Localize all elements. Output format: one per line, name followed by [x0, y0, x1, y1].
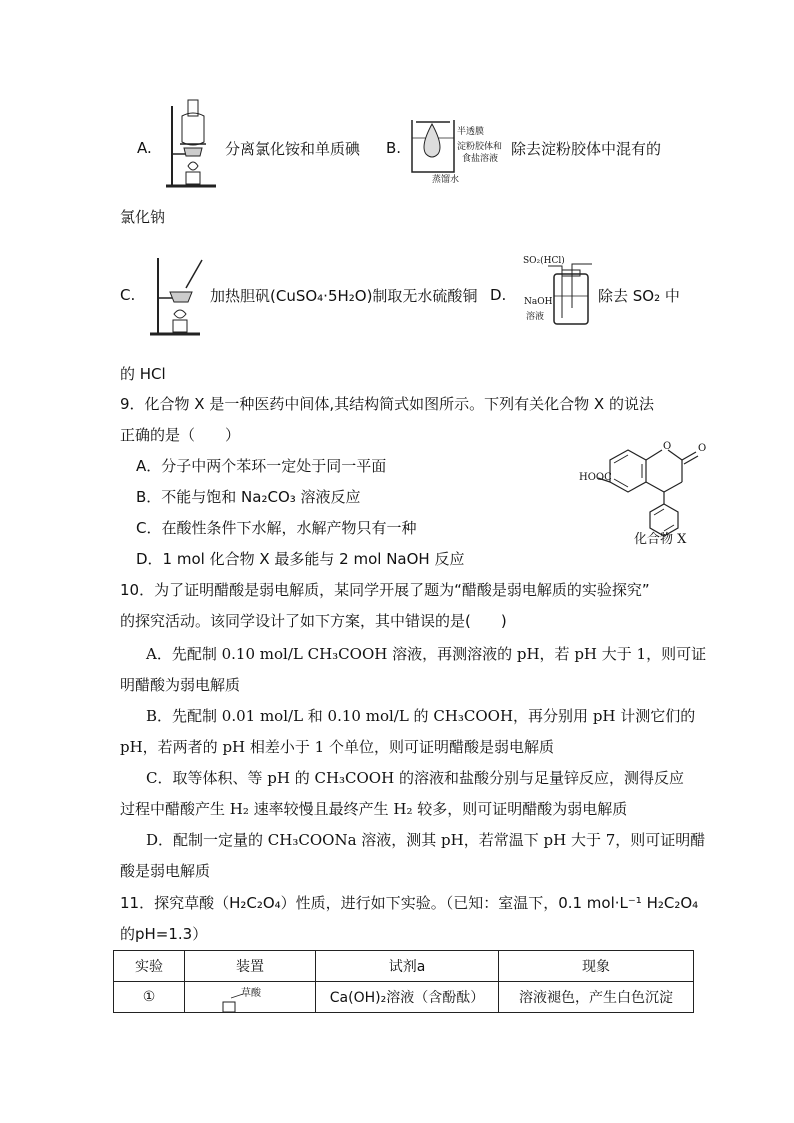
option-d-text-cont: 的 HCl	[120, 365, 166, 383]
label-membrane: 半透膜	[457, 127, 485, 137]
q10-option-d-line-1: D．配制一定量的 CH₃COONa 溶液，测其 pH，若常温下 pH 大于 7，则可证明醋	[146, 831, 706, 849]
dropper-apparatus-icon	[221, 988, 245, 1012]
option-b-text-cont: 氯化钠	[120, 208, 166, 226]
label-naoh: NaOH	[524, 297, 553, 307]
q10-option-a-line-2: 明醋酸为弱电解质	[120, 676, 241, 694]
label-distilled-water: 蒸馏水	[432, 175, 460, 185]
dialysis-beaker-icon	[410, 116, 460, 178]
cell-apparatus	[185, 982, 316, 1013]
q9-option-c: C．在酸性条件下水解，水解产物只有一种	[136, 519, 417, 537]
option-b-text: 除去淀粉胶体中混有的	[511, 140, 662, 158]
experiment-table	[113, 950, 694, 1013]
q10-option-c-line-1: C．取等体积、等 pH 的 CH₃COOH 的溶液和盐酸分别与足量锌反应，测得反应	[146, 769, 684, 787]
heating-crucible-apparatus-icon	[146, 254, 204, 342]
label-colloid-mix-2: 食盐溶液	[462, 154, 499, 164]
q9-option-a: A．分子中两个苯环一定处于同一平面	[136, 457, 387, 475]
q10-stem-line-1: 10．为了证明醋酸是弱电解质，某同学开展了题为“醋酸是弱电解质的实验探究”	[120, 581, 650, 599]
option-c-letter: C.	[120, 286, 136, 304]
q10-stem-line-2: 的探究活动。该同学设计了如下方案，其中错误的是( )	[120, 612, 507, 630]
label-solution: 溶液	[526, 312, 545, 322]
option-a-letter: A.	[137, 139, 152, 157]
header-apparatus: 装置	[185, 951, 316, 982]
sublimation-apparatus-icon	[164, 96, 220, 194]
header-phenomenon: 现象	[499, 951, 694, 982]
q9-stem-line-1: 9．化合物 X 是一种医药中间体,其结构简式如图所示。下列有关化合物 X 的说法	[120, 395, 654, 413]
table-header-row	[114, 951, 694, 982]
cell-reagent: Ca(OH)₂溶液（含酚酞）	[316, 982, 499, 1013]
q10-option-d-line-2: 酸是弱电解质	[120, 862, 211, 880]
q9-option-b: B．不能与饱和 Na₂CO₃ 溶液反应	[136, 488, 361, 506]
table-row	[114, 982, 694, 1013]
compound-x-caption: 化合物 X	[634, 532, 687, 547]
option-c-text: 加热胆矾(CuSO₄·5H₂O)制取无水硫酸铜	[210, 287, 478, 305]
q10-option-a-line-1: A．先配制 0.10 mol/L CH₃COOH 溶液，再测溶液的 pH，若 pH 大于 1，则可证	[146, 645, 707, 663]
hooc-label: HOOC	[579, 472, 612, 483]
option-a-text: 分离氯化铵和单质碘	[225, 140, 361, 158]
header-experiment: 实验	[114, 951, 185, 982]
q9-option-d: D．1 mol 化合物 X 最多能与 2 mol NaOH 反应	[136, 550, 465, 568]
oxalic-acid-label: 草酸	[241, 988, 261, 999]
option-d-text: 除去 SO₂ 中	[598, 287, 680, 305]
q10-option-c-line-2: 过程中醋酸产生 H₂ 速率较慢且最终产生 H₂ 较多，则可证明醋酸为弱电解质	[120, 800, 628, 818]
q10-option-b-line-2: pH，若两者的 pH 相差小于 1 个单位，则可证明醋酸是弱电解质	[120, 738, 554, 756]
label-gas-inlet: SO₂(HCl)	[523, 256, 565, 266]
q11-stem-line-1: 11．探究草酸（H₂C₂O₄）性质，进行如下实验。（已知：室温下，0.1 mol·L⁻¹ H₂C₂O₄	[120, 894, 699, 912]
ring-oxygen-label: O	[663, 441, 672, 452]
cell-experiment-number: ①	[114, 982, 185, 1013]
gas-washing-bottle-icon	[548, 256, 594, 328]
q9-stem-line-2: 正确的是（ ）	[120, 426, 241, 444]
option-d-letter: D.	[490, 286, 507, 304]
carbonyl-oxygen-label: O	[698, 443, 707, 454]
label-colloid-mix-1: 淀粉胶体和	[457, 142, 503, 152]
option-b-letter: B.	[386, 139, 402, 157]
header-reagent: 试剂a	[316, 951, 499, 982]
q11-stem-line-2: 的pH=1.3）	[120, 925, 208, 943]
q10-option-b-line-1: B．先配制 0.01 mol/L 和 0.10 mol/L 的 CH₃COOH，再分别用 pH 计测它们的	[146, 707, 696, 725]
cell-phenomenon: 溶液褪色，产生白色沉淀	[499, 982, 694, 1013]
